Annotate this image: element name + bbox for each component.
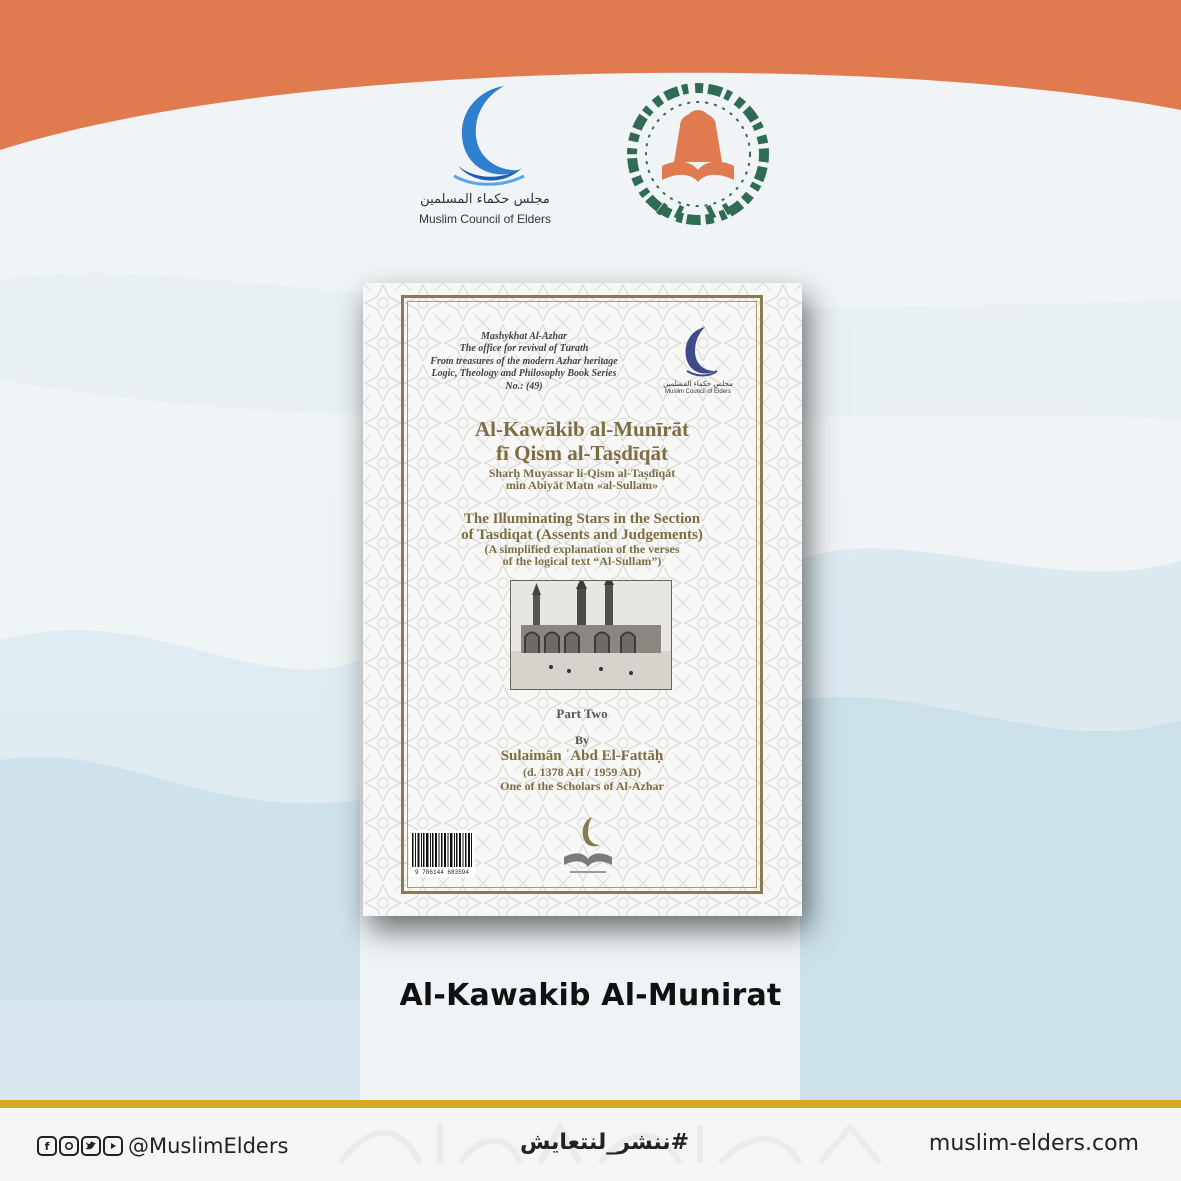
instagram-icon[interactable] (59, 1136, 79, 1156)
english-line-1: The Illuminating Stars in the Section (463, 511, 701, 527)
footer (0, 1108, 1181, 1181)
hashtag: #ننشر_لنتعايش (520, 1130, 690, 1155)
series-line: Mashykhat Al-Azhar (480, 331, 568, 342)
transliterated-title (401, 417, 763, 491)
by-label: By (574, 733, 589, 747)
english-line-3: (A simplified explanation of the verses (484, 542, 680, 556)
author-description: One of the Scholars of Al-Azhar (500, 779, 664, 793)
publisher-logo (558, 813, 618, 883)
author-block (401, 748, 763, 793)
footer-gold-band (0, 1100, 1181, 1108)
social-links (37, 1134, 288, 1158)
english-title (401, 511, 763, 567)
mce-english-name: Muslim Council of Elders (418, 212, 552, 226)
website-link[interactable]: muslim-elders.com (928, 1131, 1139, 1156)
subtitle-line-1: Sharḥ Muyassar li-Qism al-Taṣdīqāt (488, 466, 676, 480)
series-line: No.: (49) (505, 380, 543, 392)
cover-mce-logo (653, 323, 743, 403)
subtitle-line-2: min Abiyāt Matn «al-Sullam» (505, 478, 659, 492)
social-handle[interactable]: @MuslimElders (128, 1134, 289, 1158)
title-line-2: fī Qism al-Taṣdīqāt (496, 441, 668, 465)
crescent-icon (653, 323, 743, 379)
al-azhar-mosque-engraving (510, 580, 672, 690)
series-info (409, 331, 639, 393)
cairo-book-fair-logo (618, 66, 778, 246)
book-caption: Al-Kawakib Al-Munirat (399, 978, 782, 1013)
series-line: Logic, Theology and Philosophy Book Series (431, 368, 617, 380)
mce-arabic-name: مجلس حكماء المسلمين (420, 192, 550, 207)
barcode (409, 831, 475, 877)
part-label: Part Two (556, 706, 608, 721)
english-line-4: of the logical text “Al-Sullam”) (502, 554, 662, 568)
book-cover (363, 283, 802, 916)
cover-logo-arabic: مجلس حكماء المسلمين (663, 380, 733, 388)
muslim-council-of-elders-logo (410, 80, 560, 230)
author-dates: (d. 1378 AH / 1959 AD) (522, 765, 641, 779)
cover-logo-english: Muslim Council of Elders (664, 389, 732, 395)
author-name: Sulaimān ʿAbd El-Fattāḥ (500, 748, 664, 764)
title-line-1: Al-Kawākib al-Munīrāt (474, 417, 690, 441)
crescent-icon (446, 80, 526, 190)
barcode-bars (409, 831, 475, 869)
series-line: From treasures of the modern Azhar heritage (430, 355, 618, 367)
barcode-number: 9 786144 683594 (414, 869, 469, 876)
facebook-icon[interactable]: f (37, 1136, 57, 1156)
youtube-icon[interactable] (103, 1136, 123, 1156)
series-line: The office for revival of Turath (459, 343, 589, 355)
twitter-icon[interactable] (81, 1136, 101, 1156)
english-line-2: of Tasdiqat (Assents and Judgements) (461, 527, 703, 543)
top-orange-arc (0, 0, 1181, 160)
